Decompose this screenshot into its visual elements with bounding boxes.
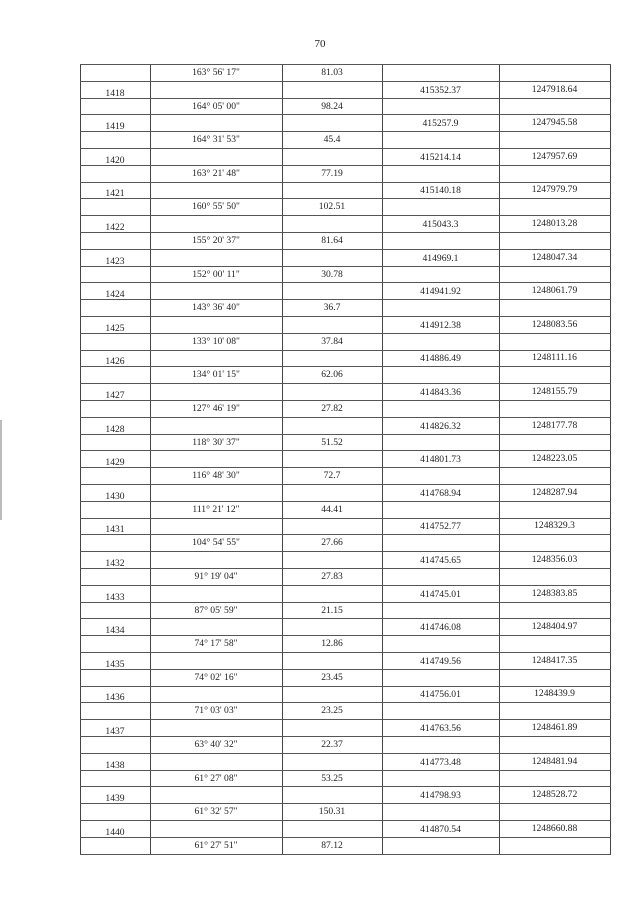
y-coordinate-cell: 1248481.94: [531, 755, 578, 767]
row-divider: [80, 786, 611, 787]
y-coordinate-cell: 1248329.3: [534, 520, 575, 532]
row-divider: [80, 686, 611, 687]
distance-cell: 53.25: [321, 772, 343, 784]
x-coordinate-cell: 414745.01: [420, 588, 461, 600]
y-coordinate-cell: 1248461.89: [531, 722, 578, 733]
distance-cell: 37.84: [321, 335, 343, 347]
distance-cell: 30.78: [321, 268, 343, 280]
row-divider: [80, 299, 611, 300]
row-divider: [80, 618, 611, 619]
row-divider: [80, 450, 611, 451]
y-coordinate-cell: 1247957.69: [531, 150, 578, 162]
x-coordinate-cell: 414756.01: [420, 689, 461, 701]
distance-cell: 27.66: [321, 537, 343, 549]
x-coordinate-cell: 414773.48: [420, 756, 461, 768]
row-divider: [80, 165, 611, 166]
distance-cell: 21.15: [321, 604, 343, 616]
row-divider: [80, 316, 611, 317]
x-coordinate-cell: 414969.1: [422, 252, 459, 264]
x-coordinate-cell: 414912.38: [420, 319, 461, 331]
distance-cell: 87.12: [321, 839, 343, 851]
y-coordinate-cell: 1248417.35: [531, 654, 578, 666]
bearing-cell: 87° 05' 59": [194, 604, 238, 616]
row-divider: [80, 383, 611, 384]
row-divider: [80, 131, 611, 132]
row-divider: [80, 585, 611, 586]
bearing-cell: 160° 55' 50": [192, 201, 240, 213]
point-id-cell: 1439: [105, 793, 125, 805]
bearing-cell: 111° 21' 12": [192, 503, 240, 515]
point-id-cell: 1429: [105, 457, 125, 469]
row-divider: [80, 333, 611, 334]
x-coordinate-cell: 414801.73: [420, 454, 461, 466]
row-divider: [80, 81, 611, 82]
bearing-cell: 63° 40' 32": [194, 739, 238, 750]
y-coordinate-cell: 1248177.78: [531, 419, 578, 431]
row-divider: [80, 249, 611, 250]
row-divider: [80, 669, 611, 670]
x-coordinate-cell: 414768.94: [420, 487, 461, 499]
scan-edge-mark: [0, 420, 2, 520]
x-coordinate-cell: 414746.08: [420, 622, 461, 634]
y-coordinate-cell: 1248287.94: [531, 486, 578, 498]
distance-cell: 45.4: [323, 134, 341, 146]
x-coordinate-cell: 414870.54: [420, 823, 461, 835]
page-number: 70: [314, 38, 326, 50]
row-divider: [80, 350, 611, 351]
x-coordinate-cell: 414843.36: [420, 387, 461, 398]
distance-cell: 51.52: [321, 436, 343, 448]
row-divider: [80, 114, 611, 115]
y-coordinate-cell: 1248223.05: [531, 453, 578, 465]
row-divider: [80, 501, 611, 502]
row-divider: [80, 434, 611, 435]
x-coordinate-cell: 415214.14: [420, 151, 461, 163]
point-id-cell: 1430: [105, 490, 125, 502]
row-divider: [80, 837, 611, 838]
y-coordinate-cell: 1248083.56: [531, 318, 578, 330]
row-divider: [80, 602, 611, 603]
table-border-top: [80, 64, 611, 65]
x-coordinate-cell: 415257.9: [422, 118, 459, 130]
distance-cell: 22.37: [321, 739, 343, 750]
y-coordinate-cell: 1247945.58: [531, 117, 578, 129]
row-divider: [80, 400, 611, 401]
row-divider: [80, 803, 611, 804]
row-divider: [80, 215, 611, 216]
distance-cell: 72.7: [323, 470, 341, 482]
row-divider: [80, 770, 611, 771]
y-coordinate-cell: 1247918.64: [531, 83, 578, 95]
point-id-cell: 1418: [105, 87, 125, 99]
bearing-cell: 164° 31' 53": [192, 134, 240, 146]
point-id-cell: 1434: [105, 625, 125, 637]
table-border-bottom: [80, 854, 611, 855]
row-divider: [80, 736, 611, 737]
y-coordinate-cell: 1248660.88: [531, 822, 578, 834]
point-id-cell: 1440: [105, 826, 125, 838]
distance-cell: 27.82: [321, 403, 343, 414]
y-coordinate-cell: 1248111.16: [532, 352, 577, 364]
row-divider: [80, 282, 611, 283]
distance-cell: 23.25: [321, 705, 343, 717]
bearing-cell: 152° 00' 11": [192, 268, 240, 280]
point-id-cell: 1419: [105, 121, 125, 133]
row-divider: [80, 702, 611, 703]
row-divider: [80, 753, 611, 754]
bearing-cell: 91° 19' 04": [194, 571, 238, 582]
y-coordinate-cell: 1248439.9: [534, 688, 575, 700]
distance-cell: 150.31: [318, 806, 346, 818]
point-id-cell: 1422: [105, 222, 125, 233]
distance-cell: 102.51: [318, 201, 346, 213]
distance-cell: 44.41: [321, 503, 343, 515]
row-divider: [80, 232, 611, 233]
x-coordinate-cell: 414798.93: [420, 790, 461, 802]
point-id-cell: 1432: [105, 558, 125, 569]
bearing-cell: 61° 27' 51": [194, 839, 238, 851]
row-divider: [80, 635, 611, 636]
y-coordinate-cell: 1247979.79: [531, 184, 578, 196]
point-id-cell: 1438: [105, 759, 125, 771]
bearing-cell: 133° 10' 08": [192, 335, 240, 347]
point-id-cell: 1423: [105, 255, 125, 267]
distance-cell: 27.83: [321, 571, 343, 582]
bearing-cell: 118° 30' 37": [192, 436, 240, 448]
point-id-cell: 1426: [105, 356, 125, 368]
point-id-cell: 1431: [105, 524, 125, 536]
row-divider: [80, 820, 611, 821]
row-divider: [80, 719, 611, 720]
row-divider: [80, 467, 611, 468]
row-divider: [80, 652, 611, 653]
bearing-cell: 163° 56' 17": [192, 67, 240, 78]
x-coordinate-cell: 414826.32: [420, 420, 461, 432]
bearing-cell: 71° 03' 03": [194, 705, 238, 717]
y-coordinate-cell: 1248155.79: [531, 386, 578, 397]
point-id-cell: 1425: [105, 322, 125, 334]
point-id-cell: 1427: [105, 390, 125, 401]
y-coordinate-cell: 1248404.97: [531, 621, 578, 633]
row-divider: [80, 484, 611, 485]
row-divider: [80, 198, 611, 199]
point-id-cell: 1428: [105, 423, 125, 435]
x-coordinate-cell: 414749.56: [420, 655, 461, 667]
distance-cell: 12.86: [321, 638, 343, 650]
distance-cell: 77.19: [321, 167, 343, 179]
bearing-cell: 61° 32' 57": [194, 806, 238, 818]
x-coordinate-cell: 415352.37: [420, 84, 461, 96]
x-coordinate-cell: 414941.92: [420, 286, 461, 298]
y-coordinate-cell: 1248528.72: [531, 789, 578, 801]
coordinate-table: [80, 64, 611, 854]
x-coordinate-cell: 414763.56: [420, 723, 461, 734]
bearing-cell: 104° 54' 55": [192, 537, 240, 549]
point-id-cell: 1424: [105, 289, 125, 301]
row-divider: [80, 182, 611, 183]
row-divider: [80, 366, 611, 367]
bearing-cell: 163° 21' 48": [192, 167, 240, 179]
x-coordinate-cell: 414745.65: [420, 555, 461, 566]
x-coordinate-cell: 414886.49: [420, 353, 461, 365]
y-coordinate-cell: 1248013.28: [531, 218, 578, 229]
point-id-cell: 1435: [105, 658, 125, 670]
row-divider: [80, 551, 611, 552]
bearing-cell: 127° 46' 19": [192, 403, 240, 414]
point-id-cell: 1421: [105, 188, 125, 200]
x-coordinate-cell: 415140.18: [420, 185, 461, 197]
x-coordinate-cell: 414752.77: [420, 521, 461, 533]
bearing-cell: 116° 48' 30": [192, 470, 240, 482]
point-id-cell: 1433: [105, 591, 125, 603]
distance-cell: 23.45: [321, 671, 343, 683]
row-divider: [80, 518, 611, 519]
row-divider: [80, 148, 611, 149]
distance-cell: 98.24: [321, 100, 343, 112]
point-id-cell: 1420: [105, 154, 125, 166]
y-coordinate-cell: 1248061.79: [531, 285, 578, 297]
y-coordinate-cell: 1248047.34: [531, 251, 578, 263]
point-id-cell: 1436: [105, 692, 125, 704]
row-divider: [80, 98, 611, 99]
bearing-cell: 164° 05' 00": [192, 100, 240, 112]
bearing-cell: 74° 17' 58": [194, 638, 238, 650]
bearing-cell: 74° 02' 16": [194, 671, 238, 683]
bearing-cell: 61° 27' 08": [194, 772, 238, 784]
distance-cell: 81.03: [321, 67, 343, 78]
distance-cell: 62.06: [321, 369, 343, 381]
bearing-cell: 134° 01' 15": [192, 369, 240, 381]
row-divider: [80, 266, 611, 267]
row-divider: [80, 417, 611, 418]
distance-cell: 36.7: [323, 302, 341, 314]
distance-cell: 81.64: [321, 235, 343, 246]
y-coordinate-cell: 1248356.03: [531, 554, 578, 565]
y-coordinate-cell: 1248383.85: [531, 587, 578, 599]
row-divider: [80, 568, 611, 569]
bearing-cell: 143° 36' 40": [192, 302, 240, 314]
x-coordinate-cell: 415043.3: [422, 219, 459, 230]
point-id-cell: 1437: [105, 726, 125, 737]
row-divider: [80, 534, 611, 535]
bearing-cell: 155° 20' 37": [192, 235, 240, 246]
